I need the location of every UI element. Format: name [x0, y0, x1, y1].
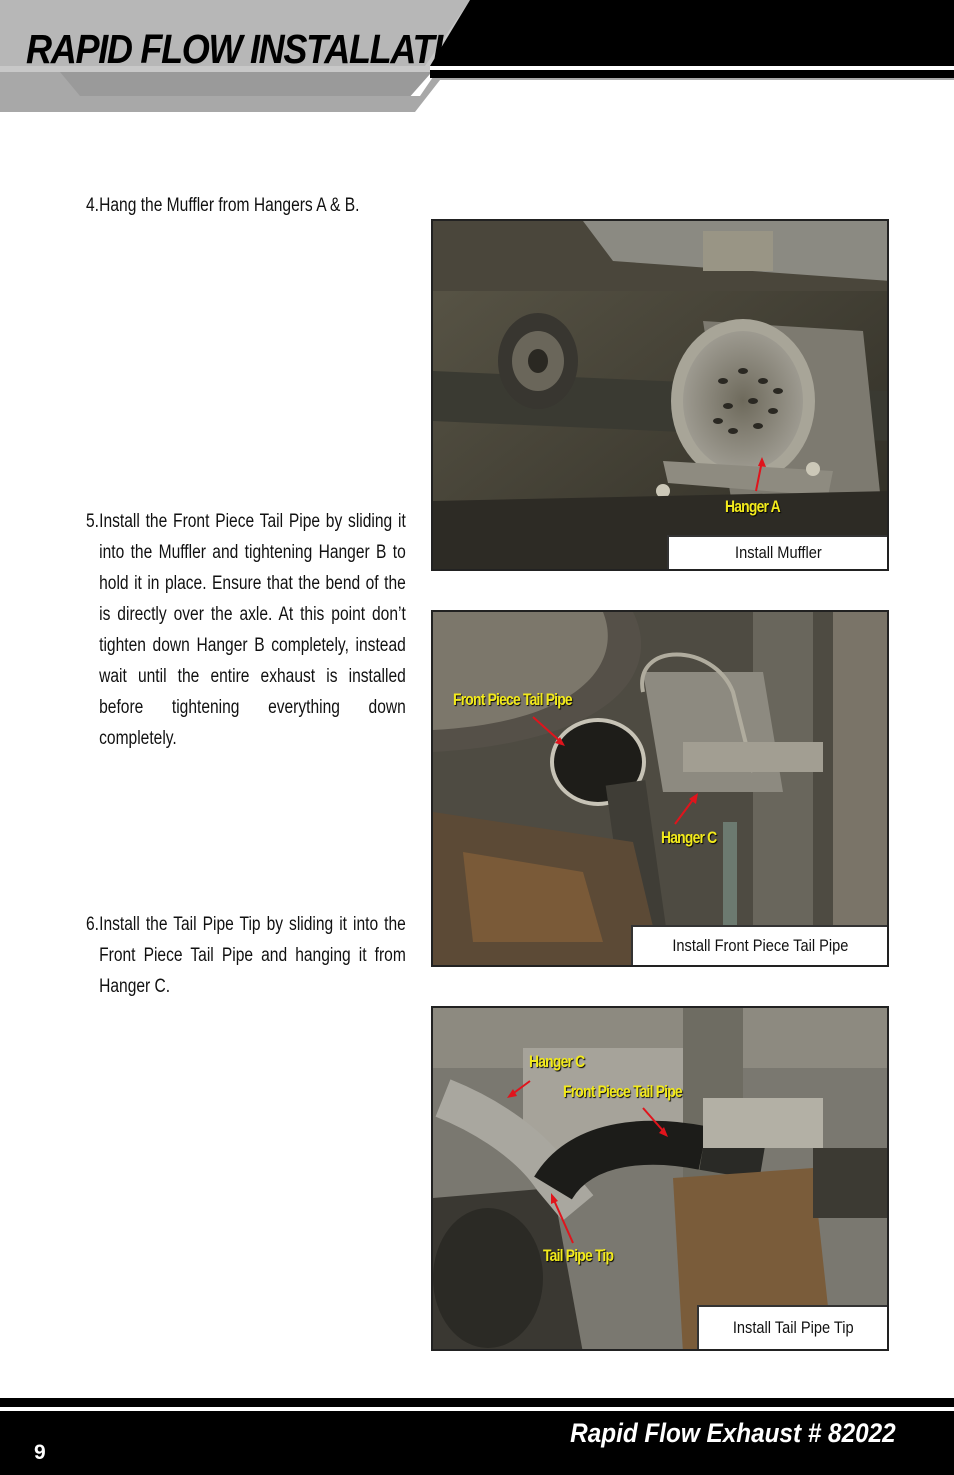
front-piece-photo-image: [433, 612, 889, 967]
photo-install-muffler: [431, 219, 889, 571]
muffler-photo-image: [433, 221, 889, 571]
tail-pipe-tip-photo-image: [433, 1008, 889, 1351]
caption-text: Install Front Piece Tail Pipe: [671, 936, 849, 955]
step-text: Install the Front Piece Tail Pipe by sliding it into the Muffler and tightening Hanger B to hold it in place. Ensure that the bend of the is directly over the axle. At this point don’t tighten down Hanger B completely, instead wait until the entire exhaust is installed before tightening everything down completely.: [99, 511, 406, 749]
page-number: 9: [34, 1441, 46, 1464]
footer-title: Rapid Flow Exhaust # 82022: [570, 1418, 896, 1448]
step-4: [86, 190, 396, 221]
step-text: Install the Tail Pipe Tip by sliding it into the Front Piece Tail Pipe and hanging it from Hanger C.: [99, 914, 406, 997]
step-6: [86, 909, 476, 1002]
photo-caption: [667, 535, 887, 569]
step-number: 6.: [86, 914, 100, 935]
photo-caption: [631, 925, 887, 965]
callout-front-piece-tail-pipe: Front Piece Tail Pipe: [453, 690, 572, 709]
callout-tail-pipe-tip: Tail Pipe Tip: [543, 1246, 614, 1265]
photo-install-tail-pipe-tip: [431, 1006, 889, 1351]
step-text: Hang the Muffler from Hangers A & B.: [99, 195, 360, 216]
callout-front-piece-tail-pipe: Front Piece Tail Pipe: [563, 1082, 682, 1101]
photo-caption: [697, 1305, 887, 1349]
callout-hanger-c: Hanger C: [661, 828, 717, 847]
callout-hanger-a: Hanger A: [725, 497, 780, 516]
callout-hanger-c: Hanger C: [529, 1052, 585, 1071]
step-5: [86, 506, 476, 754]
caption-text: Install Tail Pipe Tip: [732, 1318, 854, 1337]
caption-text: Install Muffler: [734, 543, 822, 562]
step-number: 4.: [86, 195, 100, 216]
page-title: RAPID FLOW INSTALLATION: [26, 26, 494, 72]
photo-install-front-piece-tail-pipe: [431, 610, 889, 967]
step-number: 5.: [86, 511, 100, 532]
